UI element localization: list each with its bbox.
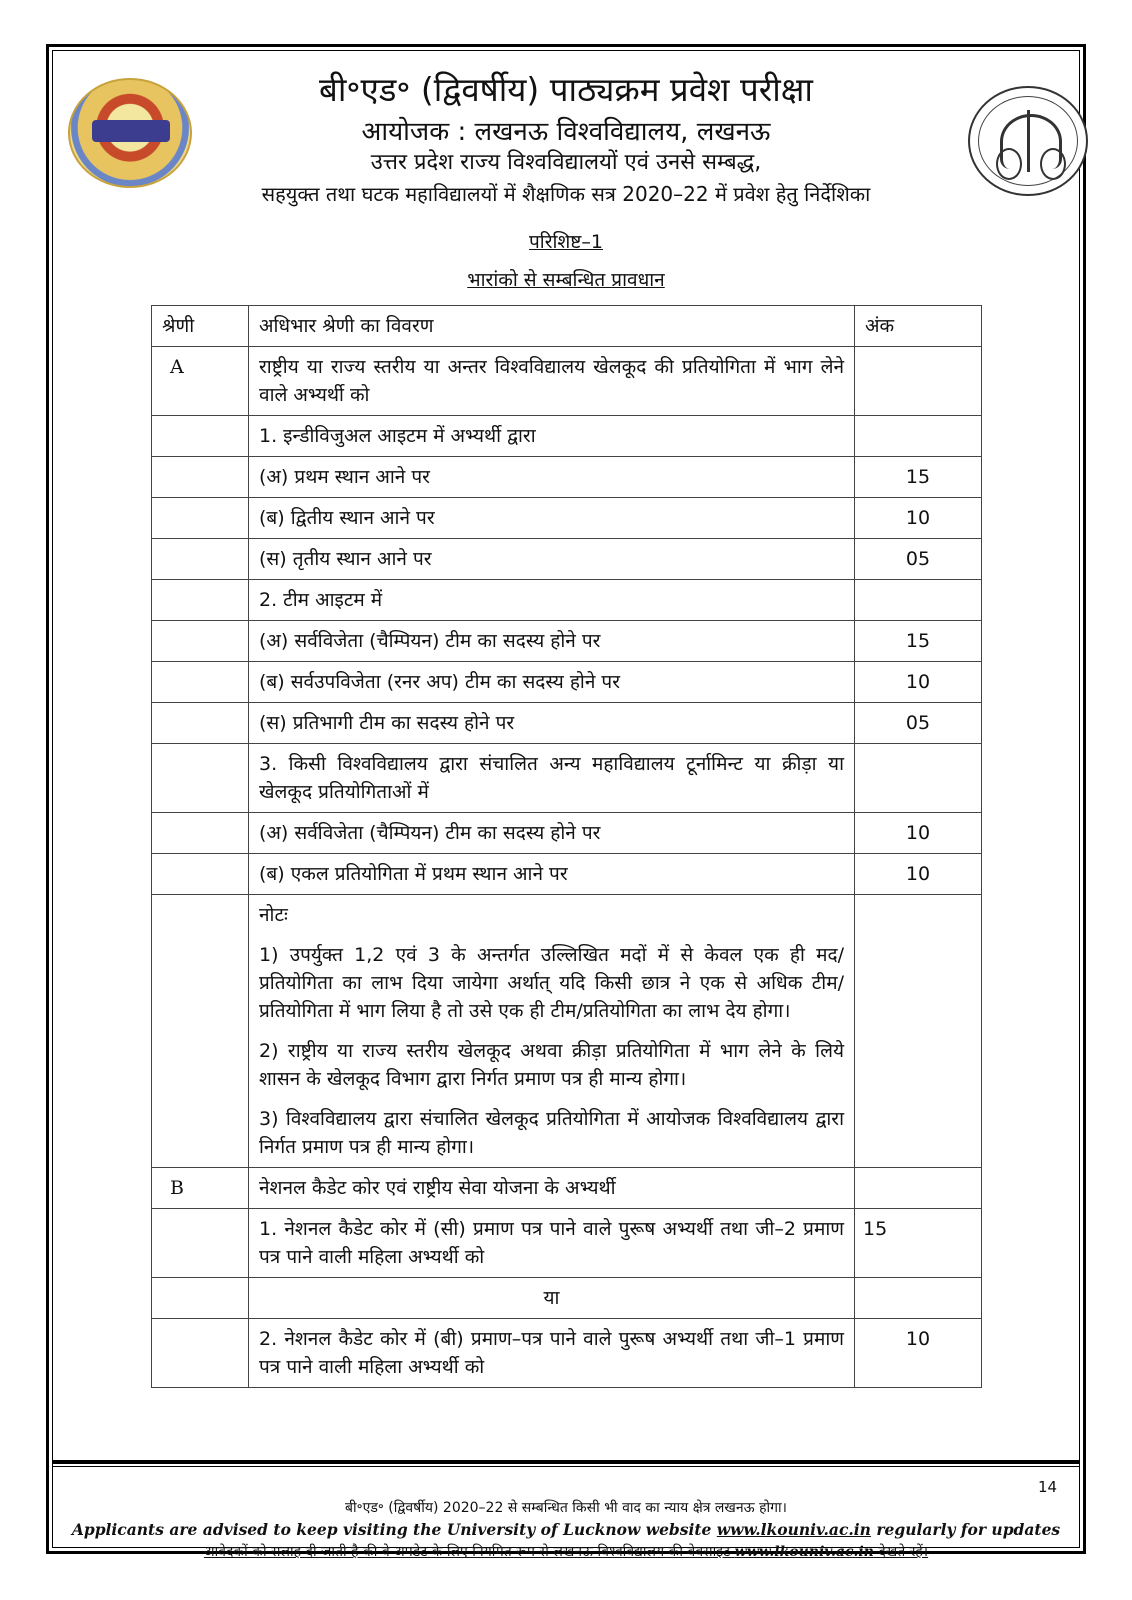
note-point-1: 1) उपर्युक्त 1,2 एवं 3 के अन्तर्गत उल्लिखित मदों में से केवल एक ही मद/प्रतियोगिता का लाभ दिया जायेगा अर्थात् यदि किसी छात्र ने एक से अधिक टीम/प्रतियोगिता में भाग लिया है तो उसे एक ही टीम/प्रतियोगिता का लाभ देय होगा।	[259, 944, 844, 1022]
marks-cell	[855, 580, 982, 621]
table-row	[152, 580, 982, 621]
marks-cell: 15	[855, 1209, 982, 1278]
hindi-advisory-text: आवेदकों को सलाह दी जाती है की वे अपडेट के लिए नियमित रूप से लखनऊ विश्वविद्यालय की वेबसाइट	[203, 1544, 735, 1560]
category-cell: B	[152, 1168, 249, 1209]
note-row	[152, 895, 982, 1168]
category-cell	[152, 416, 249, 457]
table-row	[152, 457, 982, 498]
marks-cell	[855, 744, 982, 813]
category-cell	[152, 703, 249, 744]
category-cell	[152, 457, 249, 498]
table-row	[152, 498, 982, 539]
category-cell	[152, 1319, 249, 1388]
table-row	[152, 1209, 982, 1278]
table-row	[152, 662, 982, 703]
description-cell: राष्ट्रीय या राज्य स्तरीय या अन्तर विश्वविद्यालय खेलकूद की प्रतियोगिता में भाग लेने वाले अभ्यर्थी को	[249, 347, 855, 416]
description-cell: (ब) द्वितीय स्थान आने पर	[249, 498, 855, 539]
description-cell: 3. किसी विश्वविद्यालय द्वारा संचालित अन्य महाविद्यालय टूर्नामिन्ट या क्रीड़ा या खेलकूद प्रतियोगिताओं में	[249, 744, 855, 813]
english-advisory-text: Applicants are advised to keep visiting the University of Lucknow website	[71, 1520, 717, 1539]
marks-cell: 10	[855, 662, 982, 703]
category-cell: A	[152, 347, 249, 416]
category-cell	[152, 662, 249, 703]
description-cell: या	[249, 1278, 855, 1319]
description-cell: 1. इन्डीविजुअल आइटम में अभ्यर्थी द्वारा	[249, 416, 855, 457]
organizer-line: आयोजक : लखनऊ विश्वविद्यालय, लखनऊ	[361, 117, 771, 147]
marks-cell	[855, 895, 982, 1168]
hindi-advisory-line	[0, 1542, 1132, 1561]
header-line-4: सहयुक्त तथा घटक महाविद्यालयों में शैक्षणिक सत्र 2020–22 में प्रवेश हेतु निर्देशिका	[261, 182, 871, 206]
category-cell	[152, 854, 249, 895]
marks-cell: 10	[855, 1319, 982, 1388]
description-cell: (ब) एकल प्रतियोगिता में प्रथम स्थान आने पर	[249, 854, 855, 895]
category-cell	[152, 813, 249, 854]
document-title: बी॰एड॰ (द्विवर्षीय) पाठ्यक्रम प्रवेश परीक्षा	[319, 70, 813, 109]
description-cell: नेशनल कैडेट कोर एवं राष्ट्रीय सेवा योजना के अभ्यर्थी	[249, 1168, 855, 1209]
english-advisory-line	[0, 1520, 1132, 1539]
hindi-advisory-suffix: देखते रहें।	[873, 1544, 929, 1560]
table-row	[152, 703, 982, 744]
note-point-2: 2) राष्ट्रीय या राज्य स्तरीय खेलकूद अथवा क्रीड़ा प्रतियोगिता में भाग लेने के लिये शासन के खेलकूद विभाग द्वारा निर्गत प्रमाण पत्र ही मान्य होगा।	[259, 1040, 844, 1090]
marks-cell: 10	[855, 813, 982, 854]
marks-cell: 05	[855, 703, 982, 744]
website-link-hindi[interactable]: www.lkouniv.ac.in	[734, 1544, 874, 1560]
description-cell: (स) प्रतिभागी टीम का सदस्य होने पर	[249, 703, 855, 744]
category-cell	[152, 498, 249, 539]
table-row	[152, 854, 982, 895]
category-cell	[152, 580, 249, 621]
footer-rule-thin	[52, 1466, 1080, 1467]
marks-cell: 15	[855, 457, 982, 498]
description-cell: (स) तृतीय स्थान आने पर	[249, 539, 855, 580]
category-cell	[152, 1278, 249, 1319]
note-cell	[249, 895, 855, 1168]
weightage-table	[151, 305, 982, 1388]
marks-cell	[855, 1168, 982, 1209]
marks-cell: 10	[855, 498, 982, 539]
header-line-3: उत्तर प्रदेश राज्य विश्वविद्यालयों एवं उनसे सम्बद्ध,	[370, 150, 762, 175]
table-header-row	[152, 306, 982, 347]
table-row	[152, 1319, 982, 1388]
note-point-3: 3) विश्वविद्यालय द्वारा संचालित खेलकूद प्रतियोगिता में आयोजक विश्वविद्यालय द्वारा निर्गत प्रमाण पत्र ही मान्य होगा।	[259, 1108, 844, 1158]
table-row	[152, 813, 982, 854]
note-label: नोटः	[259, 904, 288, 926]
category-cell	[152, 1209, 249, 1278]
jurisdiction-line: बी॰एड॰ (द्विवर्षीय) 2020–22 से सम्बन्धित किसी भी वाद का न्याय क्षेत्र लखनऊ होगा।	[345, 1500, 787, 1516]
table-row	[152, 621, 982, 662]
table-row	[152, 1168, 982, 1209]
marks-cell: 10	[855, 854, 982, 895]
table-row	[152, 1278, 982, 1319]
category-cell	[152, 895, 249, 1168]
description-cell: 2. नेशनल कैडेट कोर में (बी) प्रमाण–पत्र पाने वाले पुरूष अभ्यर्थी तथा जी–1 प्रमाण पत्र पाने वाली महिला अभ्यर्थी को	[249, 1319, 855, 1388]
marks-cell	[855, 347, 982, 416]
description-cell: (अ) सर्वविजेता (चैम्पियन) टीम का सदस्य होने पर	[249, 813, 855, 854]
description-cell: (अ) प्रथम स्थान आने पर	[249, 457, 855, 498]
header-category: श्रेणी	[152, 306, 249, 347]
table-row	[152, 744, 982, 813]
website-link[interactable]: www.lkouniv.ac.in	[716, 1520, 871, 1539]
description-cell: 2. टीम आइटम में	[249, 580, 855, 621]
category-cell	[152, 744, 249, 813]
marks-cell: 15	[855, 621, 982, 662]
marks-cell	[855, 416, 982, 457]
header-marks: अंक	[855, 306, 982, 347]
description-cell: (ब) सर्वउपविजेता (रनर अप) टीम का सदस्य होने पर	[249, 662, 855, 703]
marks-cell	[855, 1278, 982, 1319]
description-cell: (अ) सर्वविजेता (चैम्पियन) टीम का सदस्य होने पर	[249, 621, 855, 662]
footer-rule	[52, 1460, 1080, 1464]
page-number: 14	[1038, 1478, 1058, 1496]
marks-cell: 05	[855, 539, 982, 580]
description-cell: 1. नेशनल कैडेट कोर में (सी) प्रमाण पत्र पाने वाले पुरूष अभ्यर्थी तथा जी–2 प्रमाण पत्र पाने वाली महिला अभ्यर्थी को	[249, 1209, 855, 1278]
header-description: अधिभार श्रेणी का विवरण	[249, 306, 855, 347]
table-row	[152, 347, 982, 416]
appendix-title: परिशिष्ट–1	[528, 231, 603, 253]
category-cell	[152, 539, 249, 580]
table-row	[152, 539, 982, 580]
category-cell	[152, 621, 249, 662]
section-title: भारांको से सम्बन्धित प्रावधान	[467, 269, 665, 291]
english-advisory-suffix: regularly for updates	[870, 1520, 1061, 1539]
table-row	[152, 416, 982, 457]
